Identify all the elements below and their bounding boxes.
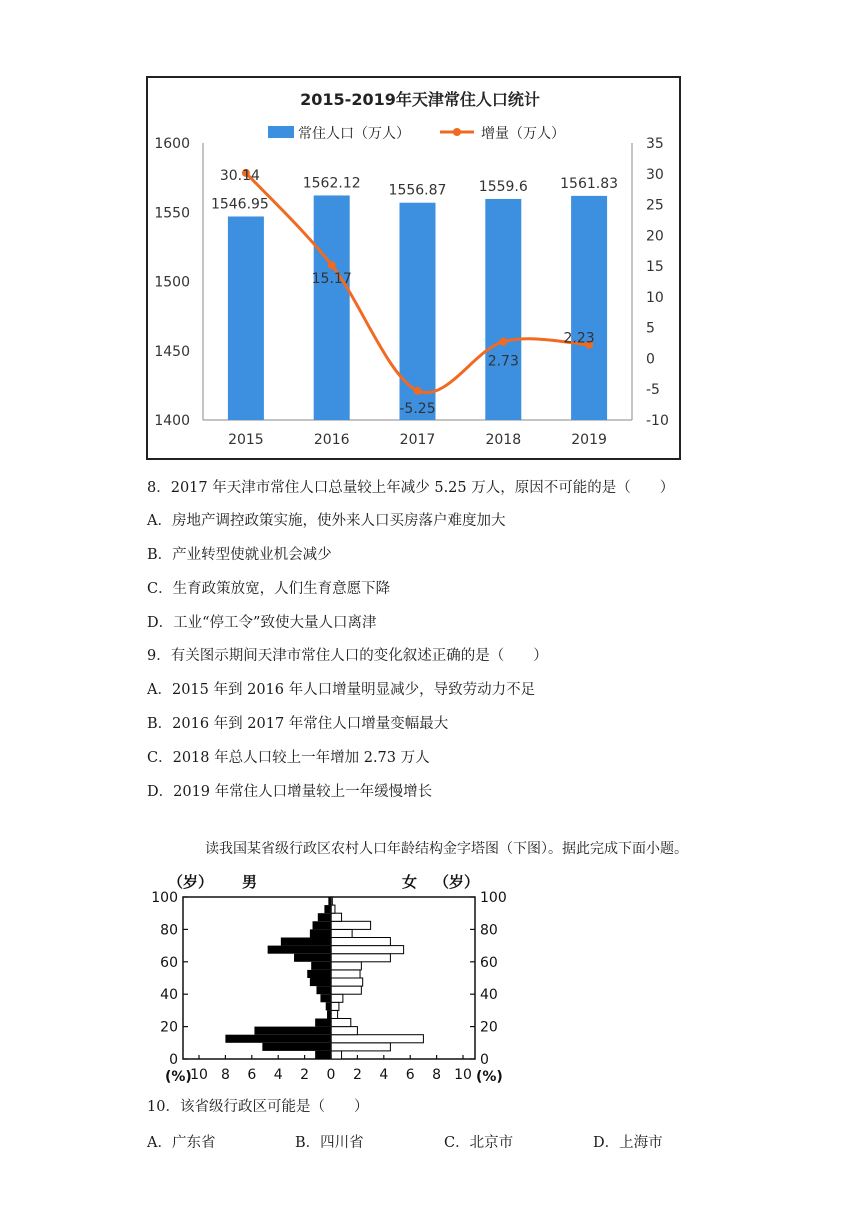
pct-tick-female: 10 — [454, 1067, 472, 1083]
female-age-bar — [331, 946, 404, 954]
population-bar — [228, 216, 264, 420]
right-axis-tick: 15 — [646, 259, 664, 276]
x-axis-tick: 2018 — [485, 432, 522, 448]
population-bar — [485, 199, 521, 420]
q10-stem: 10．该省级行政区可能是（ ） — [147, 1099, 369, 1115]
male-label: 男 — [242, 873, 258, 891]
male-age-bar — [310, 978, 331, 986]
female-age-bar — [331, 986, 361, 994]
legend-line-label: 增量（万人） — [481, 126, 565, 142]
bar-value-label: 1561.83 — [560, 175, 619, 192]
increment-point — [328, 261, 336, 269]
female-age-bar — [331, 1043, 390, 1051]
q9-option-c: C．2018 年总人口较上一年增加 2.73 万人 — [147, 750, 430, 766]
age-tick-left: 40 — [160, 987, 178, 1004]
male-age-bar — [315, 1019, 331, 1027]
q10-option-c: C．北京市 — [444, 1135, 514, 1151]
female-age-bar — [331, 954, 390, 962]
q8-stem: 8．2017 年天津市常住人口总量较上年减少 5.25 万人，原因不可能的是（ ） — [147, 480, 675, 496]
age-tick-left: 0 — [169, 1052, 178, 1068]
female-age-bar — [331, 962, 361, 970]
q10-option-a: A．广东省 — [147, 1135, 216, 1151]
male-age-bar — [320, 994, 331, 1002]
female-age-bar — [331, 938, 390, 946]
male-age-bar — [254, 1027, 331, 1035]
increment-value-label: 2.73 — [487, 353, 519, 370]
q8-option-b: B．产业转型使就业机会减少 — [147, 547, 332, 563]
bar-value-label: 1556.87 — [388, 182, 447, 199]
age-tick-right: 20 — [480, 1019, 498, 1036]
pct-tick-female: 4 — [379, 1067, 389, 1083]
legend-bar-swatch — [268, 126, 294, 138]
q9-option-d: D．2019 年常住人口增量较上一年缓慢增长 — [147, 784, 433, 800]
age-tick-right: 80 — [480, 922, 498, 939]
female-age-bar — [331, 929, 352, 937]
population-pyramid — [0, 860, 860, 1090]
right-axis-tick: 35 — [646, 136, 664, 152]
q9-stem: 9．有关图示期间天津市常住人口的变化叙述正确的是（ ） — [147, 648, 548, 664]
male-age-bar — [294, 954, 331, 962]
male-age-bar — [307, 970, 331, 978]
increment-value-label: 2.23 — [563, 330, 595, 347]
q8-option-a: A．房地产调控政策实施，使外来人口买房落户难度加大 — [147, 513, 506, 529]
population-bar — [571, 196, 607, 420]
x-axis-tick: 2017 — [399, 432, 436, 448]
chart-title: 2015-2019年天津常住人口统计 — [300, 90, 540, 109]
age-tick-right: 100 — [480, 890, 507, 906]
male-age-bar — [310, 929, 331, 937]
right-axis-tick: 30 — [646, 166, 664, 183]
male-age-bar — [318, 913, 331, 921]
female-age-bar — [331, 1027, 357, 1035]
x-axis-tick: 2019 — [571, 432, 607, 448]
male-age-bar — [316, 986, 331, 994]
right-axis-tick: -10 — [646, 413, 669, 429]
pct-tick-male: 4 — [273, 1067, 283, 1083]
male-age-bar — [225, 1035, 331, 1043]
right-axis-tick: 5 — [646, 320, 655, 337]
male-age-bar — [262, 1043, 331, 1051]
male-age-bar — [281, 938, 331, 946]
age-tick-right: 60 — [480, 954, 498, 971]
male-age-bar — [311, 962, 331, 970]
population-bar — [311, 195, 352, 420]
increment-value-label: 15.17 — [311, 271, 352, 288]
x-axis-tick: 2016 — [313, 432, 350, 448]
pct-unit-left: (%) — [165, 1069, 192, 1085]
left-axis-tick: 1400 — [154, 413, 190, 429]
female-age-bar — [331, 1019, 351, 1027]
q8-option-c: C．生育政策放宽，人们生育意愿下降 — [147, 581, 391, 597]
q9-option-a: A．2015 年到 2016 年人口增量明显减少，导致劳动力不足 — [147, 682, 536, 698]
left-axis-tick: 1600 — [154, 136, 190, 152]
bar-value-label: 1559.6 — [478, 178, 528, 195]
female-label: 女 — [402, 873, 418, 891]
female-age-bar — [331, 1002, 339, 1010]
age-tick-right: 40 — [480, 987, 498, 1004]
q8-option-d: D．工业“停工令”致使大量人口离津 — [147, 615, 377, 631]
bar-value-label: 1546.95 — [210, 196, 269, 213]
pct-tick-male: 0 — [326, 1067, 336, 1083]
pct-tick-female: 2 — [352, 1067, 362, 1083]
pct-tick-male: 2 — [300, 1067, 310, 1083]
right-axis-tick: 0 — [646, 351, 655, 368]
female-age-bar — [331, 994, 343, 1002]
q10-option-b: B．四川省 — [295, 1135, 364, 1151]
right-axis-tick: 20 — [646, 228, 664, 245]
age-tick-left: 60 — [160, 954, 178, 971]
legend-bar-label: 常住人口（万人） — [298, 126, 410, 142]
female-age-bar — [331, 1035, 423, 1043]
left-axis-tick: 1500 — [154, 274, 190, 291]
right-axis-tick: 25 — [646, 197, 664, 214]
increment-value-label: -5.25 — [399, 400, 436, 417]
pct-tick-male: 10 — [190, 1067, 208, 1083]
x-axis-tick: 2015 — [228, 432, 264, 448]
female-age-bar — [331, 978, 363, 986]
age-tick-left: 100 — [151, 890, 178, 906]
pct-tick-female: 6 — [405, 1067, 415, 1083]
male-age-bar — [268, 946, 331, 954]
age-unit-left: （岁） — [168, 873, 214, 891]
population-chart — [0, 0, 860, 470]
age-tick-left: 80 — [160, 922, 178, 939]
q9-option-b: B．2016 年到 2017 年常住人口增量变幅最大 — [147, 716, 449, 732]
pyramid-intro: 读我国某省级行政区农村人口年龄结构金字塔图（下图）。据此完成下面小题。 — [205, 841, 688, 857]
male-age-bar — [326, 1002, 331, 1010]
female-age-bar — [331, 921, 371, 929]
pct-tick-male: 6 — [247, 1067, 257, 1083]
increment-value-label: 30.14 — [219, 167, 260, 184]
right-axis-tick: -5 — [646, 382, 660, 399]
left-axis-tick: 1550 — [154, 205, 190, 222]
male-age-bar — [313, 921, 331, 929]
female-age-bar — [331, 970, 360, 978]
age-unit-right: （岁） — [434, 873, 480, 891]
female-age-bar — [331, 1010, 338, 1018]
q10-option-d: D．上海市 — [593, 1135, 663, 1151]
left-axis-tick: 1450 — [154, 343, 190, 360]
age-tick-left: 20 — [160, 1019, 178, 1036]
legend-line-marker — [453, 128, 461, 136]
right-axis-tick: 10 — [646, 289, 664, 306]
age-tick-right: 0 — [480, 1052, 489, 1068]
pct-unit-right: (%) — [476, 1069, 503, 1085]
female-age-bar — [331, 1051, 342, 1059]
pct-tick-male: 8 — [220, 1067, 230, 1083]
male-age-bar — [315, 1051, 331, 1059]
pct-tick-female: 8 — [432, 1067, 442, 1083]
female-age-bar — [331, 913, 342, 921]
increment-point — [414, 387, 422, 395]
bar-value-label: 1562.12 — [302, 175, 361, 192]
increment-point — [499, 338, 507, 346]
male-age-bar — [324, 905, 331, 913]
